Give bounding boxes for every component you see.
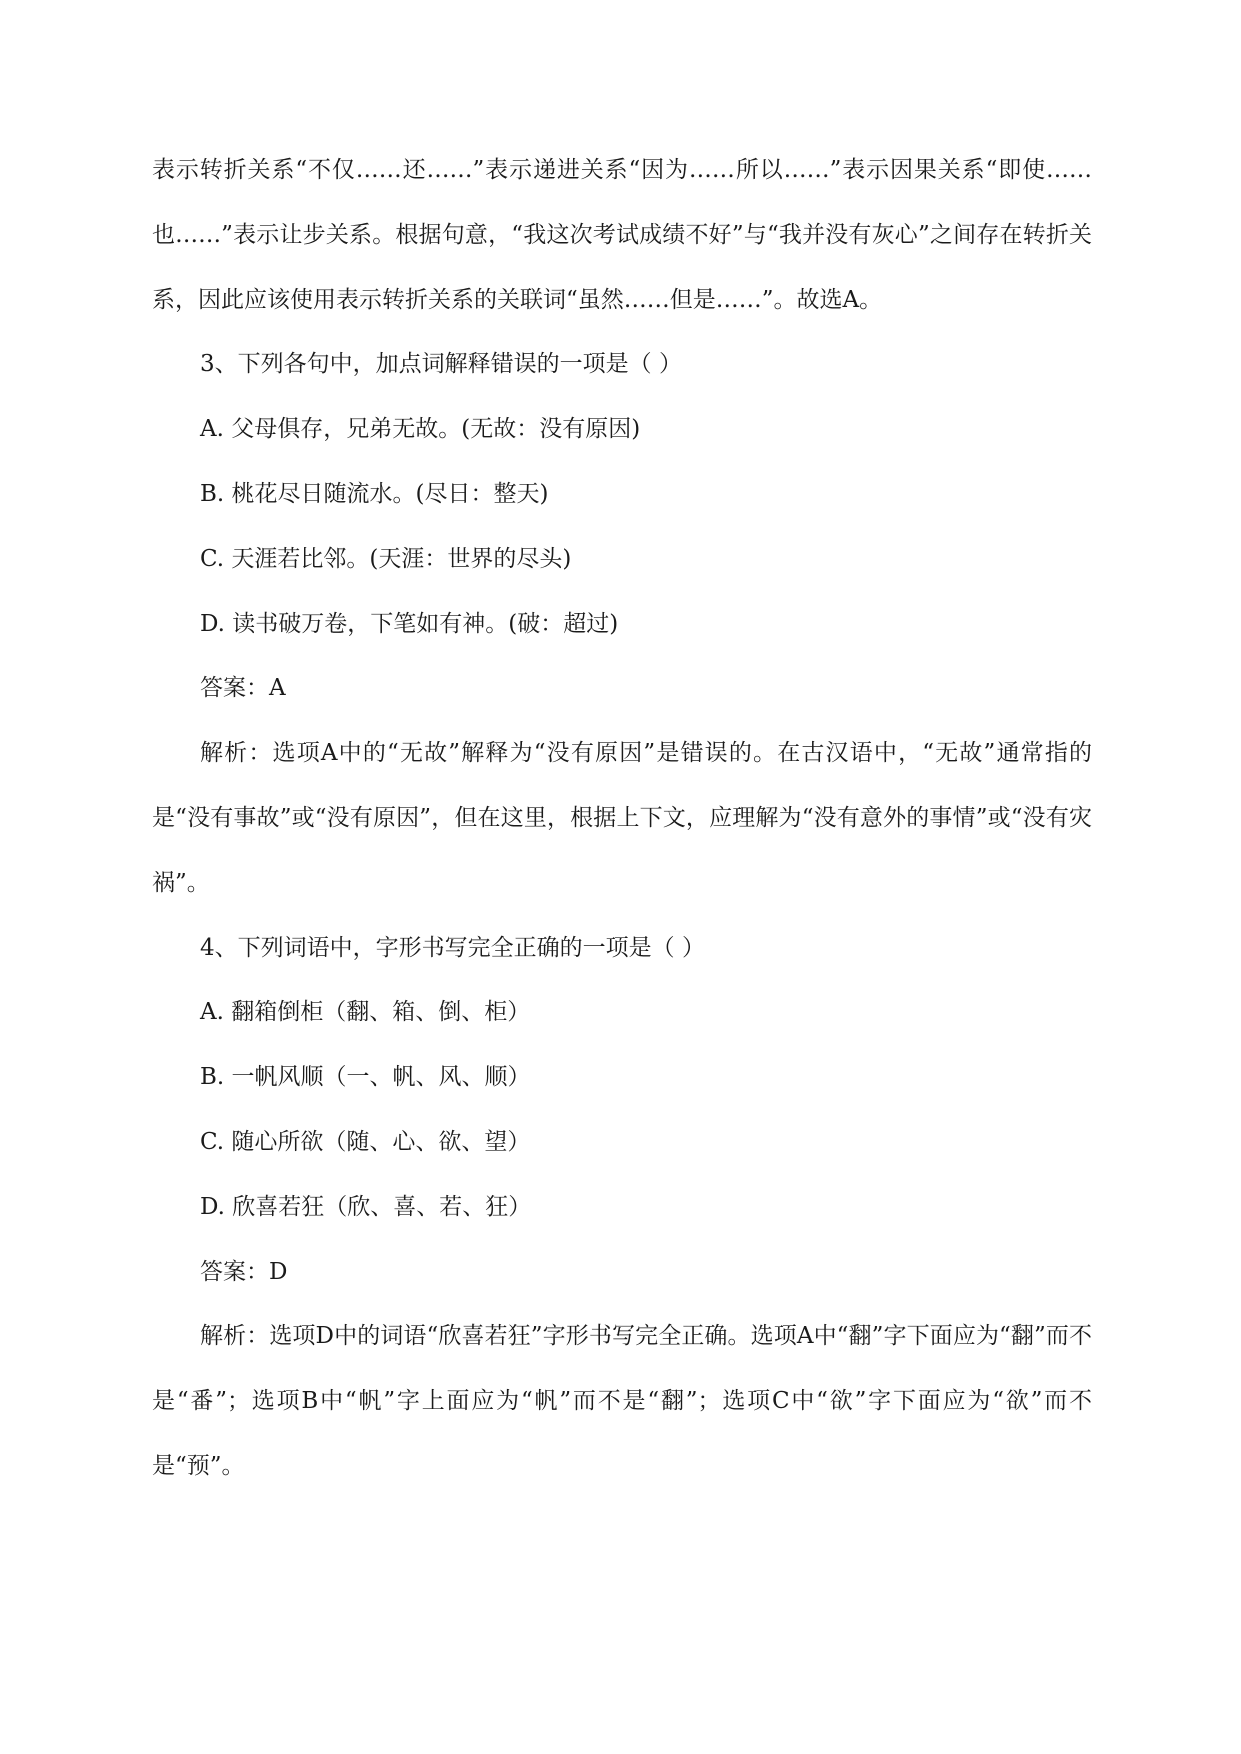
previous-explanation: 表示转折关系“不仅……还……”表示递进关系“因为……所以……”表示因果关系“即使……也……”表示让步关系。根据句意，“我这次考试成绩不好”与“我并没有灰心”之间存在转折关系，因此应该使用表示转折关系的关联词“虽然……但是……”。故选A。: [152, 157, 1092, 313]
question-3-option-c: C. 天涯若比邻。(天涯：世界的尽头): [200, 545, 572, 572]
document-page: [152, 138, 1092, 1499]
question-3-answer: 答案：A: [200, 675, 286, 702]
question-4-explanation: 解析：选项D中的词语“欣喜若狂”字形书写完全正确。选项A中“翻”字下面应为“翻”而不是“番”；选项B中“帆”字上面应为“帆”而不是“翻”；选项C中“欲”字下面应为“欲”而不是“预”。: [152, 1323, 1092, 1479]
question-3-stem: 3、下列各句中，加点词解释错误的一项是（ ）: [200, 351, 682, 378]
question-3-option-a: A. 父母俱存，兄弟无故。(无故：没有原因): [200, 416, 641, 443]
question-4-option-c: C. 随心所欲（随、心、欲、望）: [200, 1128, 531, 1155]
question-3-option-d: D. 读书破万卷，下笔如有神。(破：超过): [200, 610, 619, 637]
question-3-explanation: 解析：选项A中的“无故”解释为“没有原因”是错误的。在古汉语中，“无故”通常指的是“没有事故”或“没有原因”，但在这里，根据上下文，应理解为“没有意外的事情”或“没有灾祸”。: [152, 740, 1092, 896]
question-4-option-b: B. 一帆风顺（一、帆、风、顺）: [200, 1064, 531, 1091]
question-4-option-d: D. 欣喜若狂（欣、喜、若、狂）: [200, 1193, 532, 1220]
question-3-option-b: B. 桃花尽日随流水。(尽日：整天): [200, 480, 549, 507]
question-4-answer: 答案：D: [200, 1258, 288, 1285]
question-4-stem: 4、下列词语中，字形书写完全正确的一项是（ ）: [200, 934, 705, 961]
question-4-option-a: A. 翻箱倒柜（翻、箱、倒、柜）: [200, 999, 531, 1026]
